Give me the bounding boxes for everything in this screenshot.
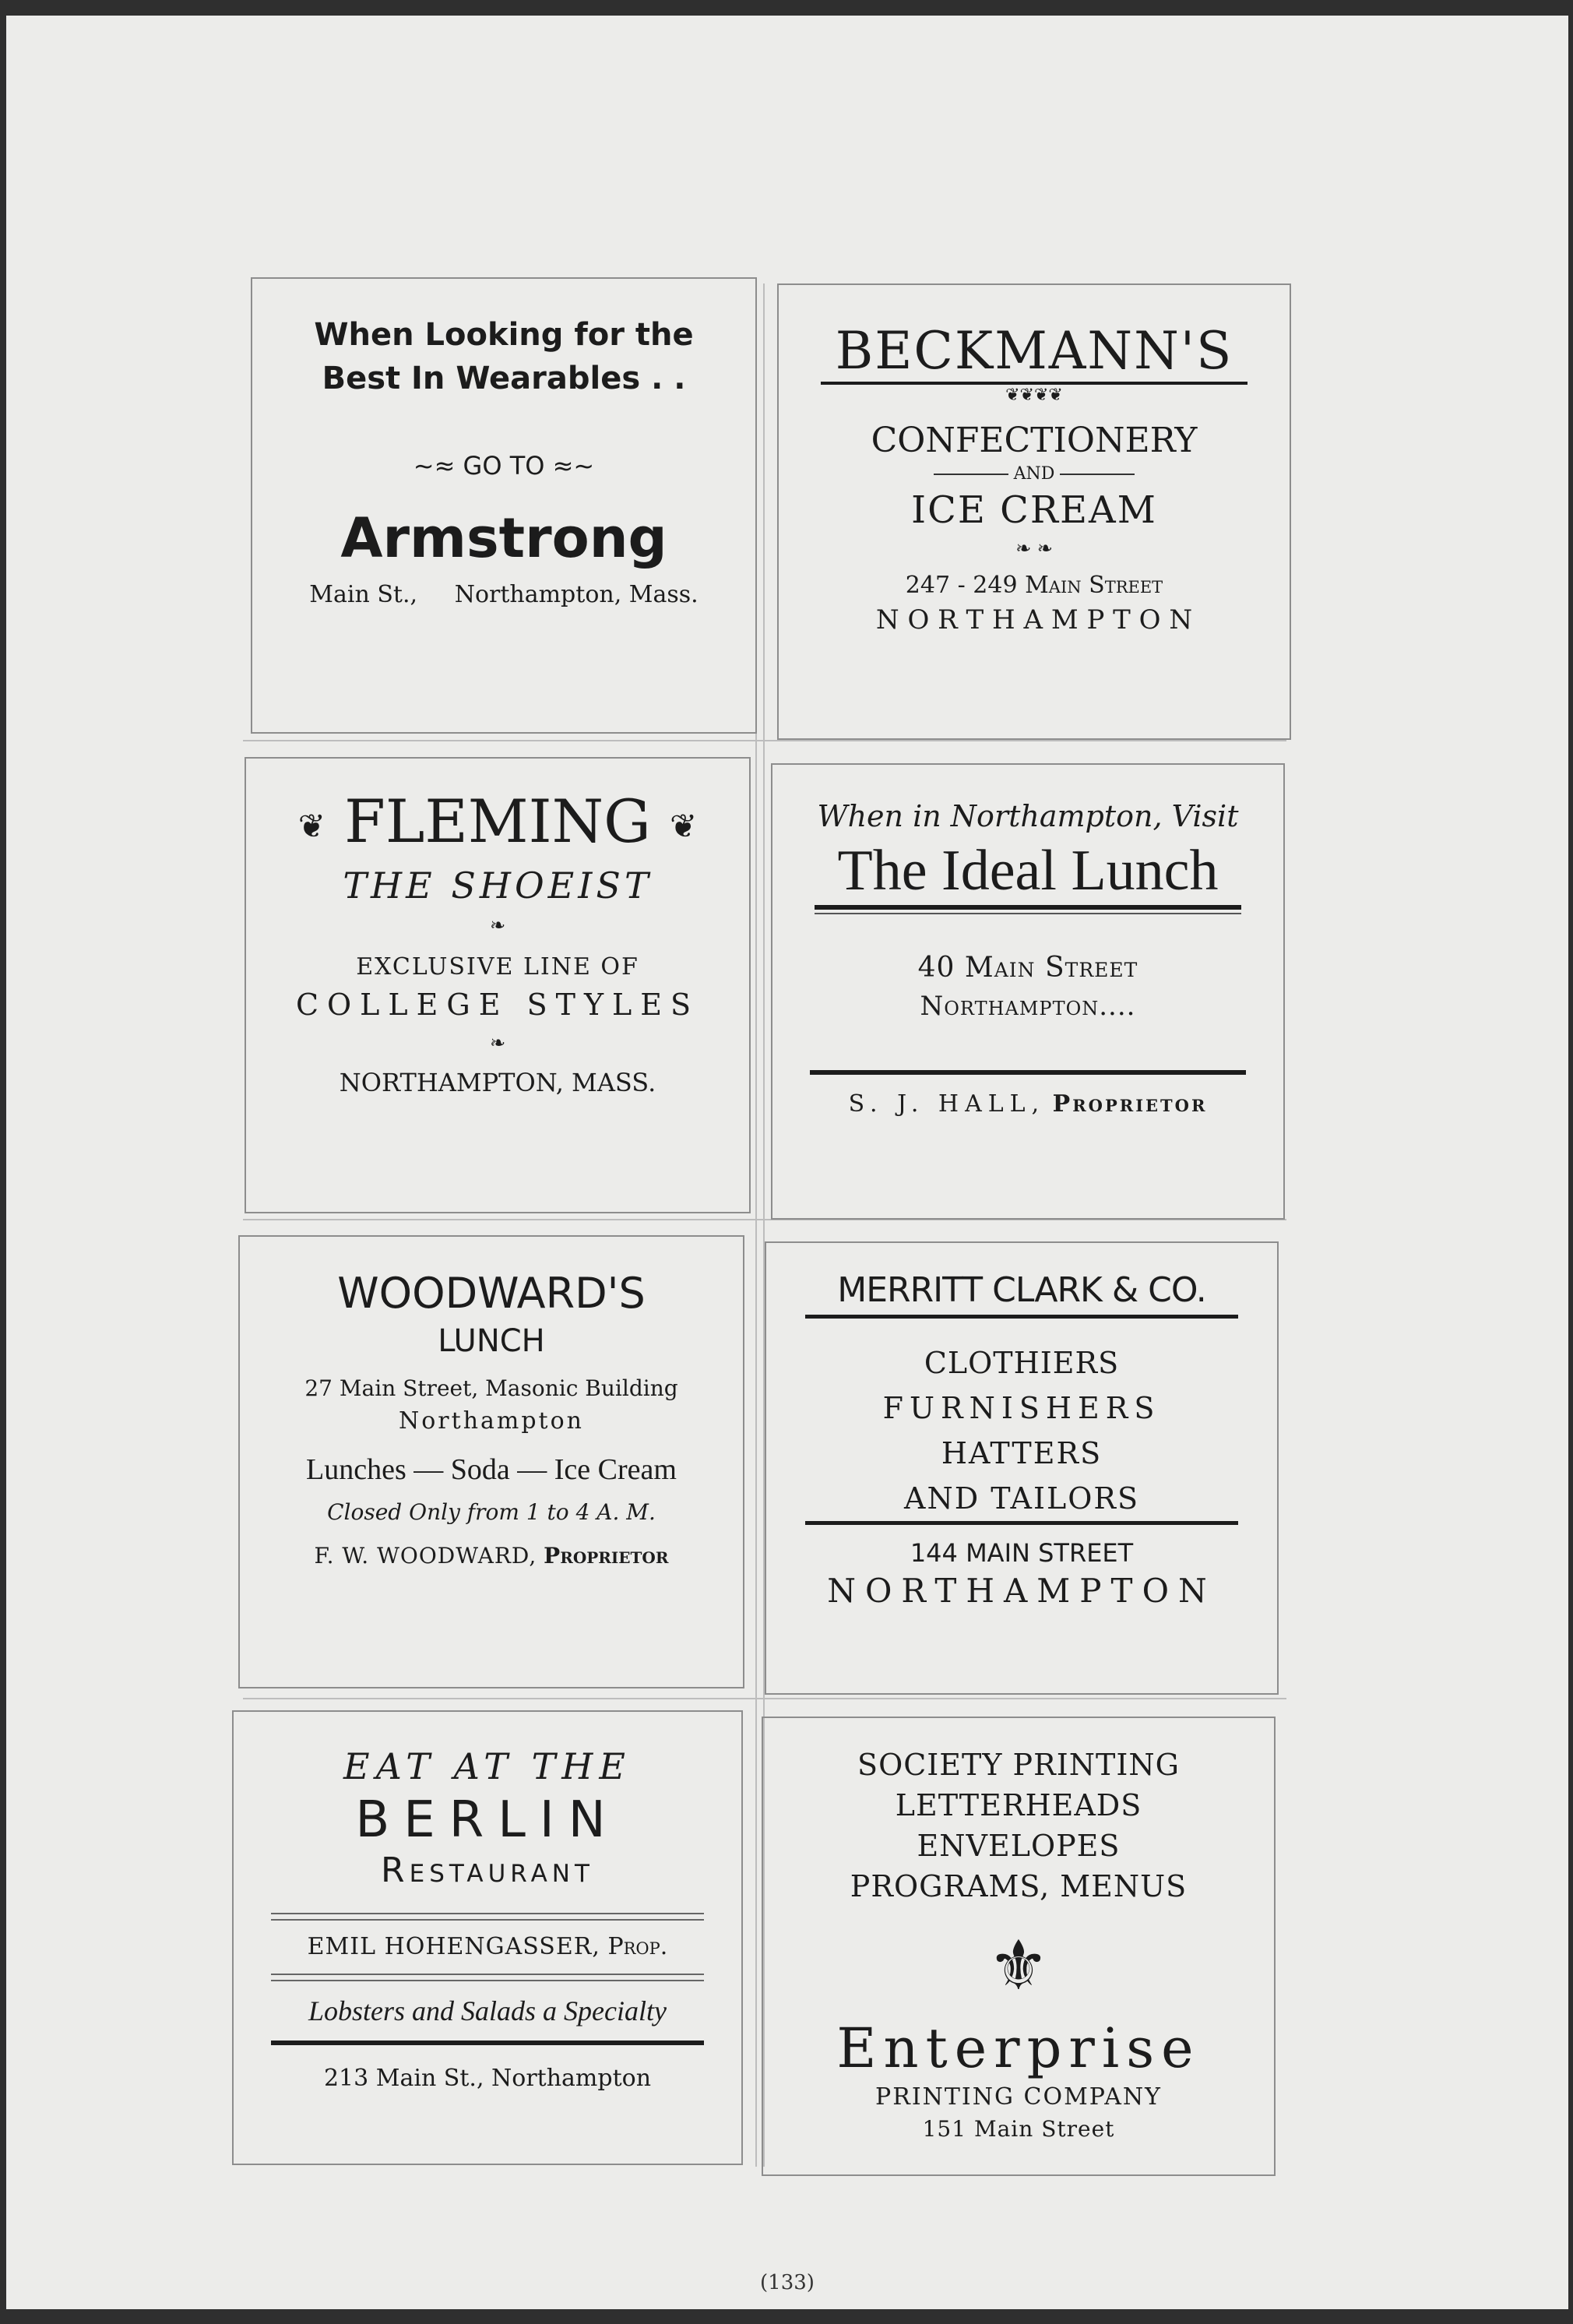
ideal-lunch-address: 40 Main Street <box>917 952 1138 984</box>
woodward-hours: Closed Only from 1 to 4 A. M. <box>327 1499 656 1525</box>
berlin-name: BERLIN <box>355 1791 620 1849</box>
beckmann-and: AND <box>779 463 1290 486</box>
armstrong-headline-1: When Looking for the <box>314 317 694 353</box>
merritt-clark-city: NORTHAMPTON <box>827 1572 1216 1610</box>
berlin-address: 213 Main St., Northampton <box>323 2065 652 2092</box>
small-ornament-icon: ❧ <box>489 914 506 936</box>
fleming-college-styles: COLLEGE STYLES <box>295 988 700 1022</box>
ad-merritt-clark <box>765 1241 1279 1695</box>
berlin-eat-at-the: EAT AT THE <box>343 1745 632 1787</box>
berlin-double-rule <box>271 1913 704 1921</box>
small-ornament-icon: ❧ <box>489 1032 506 1054</box>
beckmann-city: N O R T H A M P T O N <box>875 604 1193 636</box>
page <box>6 16 1568 2309</box>
berlin-restaurant: Restaurant <box>381 1850 594 1890</box>
ornament-icon: ❦❦❦❦ <box>1005 386 1063 405</box>
beckmann-confectionery: CONFECTIONERY <box>871 421 1198 460</box>
fleming-subtitle: THE SHOEIST <box>343 864 653 907</box>
berlin-specialty: Lobsters and Salads a Specialty <box>308 1995 667 2026</box>
enterprise-society-printing: SOCIETY PRINTING <box>857 1748 1180 1782</box>
merritt-clark-clothiers: CLOTHIERS <box>924 1346 1120 1380</box>
ideal-lunch-city: Northampton.... <box>920 991 1136 1022</box>
armstrong-name: Armstrong <box>340 506 667 570</box>
ad-fleming <box>245 757 751 1213</box>
merritt-clark-furnishers: FURNISHERS <box>882 1391 1161 1425</box>
fleur-de-lis-icon: ⚜ <box>987 1925 1050 2005</box>
woodward-name: WOODWARD'S <box>337 1269 646 1318</box>
beckmann-name: BECKMANN'S <box>835 321 1233 381</box>
enterprise-name: Enterprise <box>836 2016 1201 2080</box>
merritt-clark-name: MERRITT CLARK & CO. <box>837 1270 1206 1310</box>
ad-enterprise <box>762 1717 1276 2176</box>
ideal-lunch-name: The Ideal Lunch <box>837 839 1219 903</box>
ideal-lunch-proprietor: S. J. HALL, Proprietor <box>848 1090 1208 1118</box>
woodward-menu: Lunches — Soda — Ice Cream <box>306 1453 677 1486</box>
berlin-proprietor: EMIL HOHENGASSER, Prop. <box>307 1933 668 1960</box>
page-number: (133) <box>760 2271 815 2294</box>
fleming-name-row: ❦ FLEMING ❦ <box>297 787 698 856</box>
merritt-clark-address: 144 MAIN STREET <box>910 1538 1134 1568</box>
leaf-ornament-icon: ❧ ❧ <box>1015 537 1053 559</box>
ad-armstrong <box>251 277 757 734</box>
fleur-ornament-icon: ❦ <box>670 807 698 845</box>
woodward-city: Northampton <box>398 1407 584 1435</box>
merritt-clark-hatters: HATTERS <box>941 1436 1103 1470</box>
flourish-right-icon: ≈~ <box>552 451 595 481</box>
armstrong-address: Main St., Northampton, Mass. <box>309 581 699 608</box>
fleming-exclusive: EXCLUSIVE LINE OF <box>356 953 639 981</box>
horizontal-gutter-line <box>243 1698 1286 1699</box>
armstrong-headline-2: Best In Wearables . . <box>322 361 686 396</box>
enterprise-envelopes: ENVELOPES <box>917 1829 1121 1863</box>
beckmann-address: 247 - 249 Main Street <box>905 572 1163 599</box>
woodward-lunch: LUNCH <box>438 1323 545 1359</box>
horizontal-gutter-line <box>243 740 1286 741</box>
ad-woodward <box>238 1235 744 1688</box>
fleming-city: NORTHAMPTON, MASS. <box>339 1068 656 1097</box>
flourish-left-icon: ~≈ <box>413 451 456 481</box>
armstrong-goto: ~≈ GO TO ≈~ <box>413 451 595 481</box>
woodward-proprietor: F. W. WOODWARD, Proprietor <box>314 1543 669 1569</box>
enterprise-letterheads: LETTERHEADS <box>895 1788 1142 1822</box>
enterprise-printing-company: PRINTING COMPANY <box>875 2083 1162 2111</box>
enterprise-address: 151 Main Street <box>922 2116 1115 2142</box>
fleur-ornament-icon: ❦ <box>297 807 326 845</box>
ad-beckmann <box>777 283 1291 740</box>
enterprise-programs-menus: PROGRAMS, MENUS <box>850 1869 1188 1903</box>
berlin-double-rule <box>271 1974 704 1981</box>
ideal-lunch-headline: When in Northampton, Visit <box>817 799 1239 833</box>
merritt-clark-tailors: AND TAILORS <box>904 1481 1139 1516</box>
ad-ideal-lunch <box>771 763 1285 1220</box>
woodward-address: 27 Main Street, Masonic Building <box>304 1375 678 1401</box>
ad-berlin <box>232 1710 743 2165</box>
beckmann-ice-cream: ICE CREAM <box>911 488 1157 532</box>
